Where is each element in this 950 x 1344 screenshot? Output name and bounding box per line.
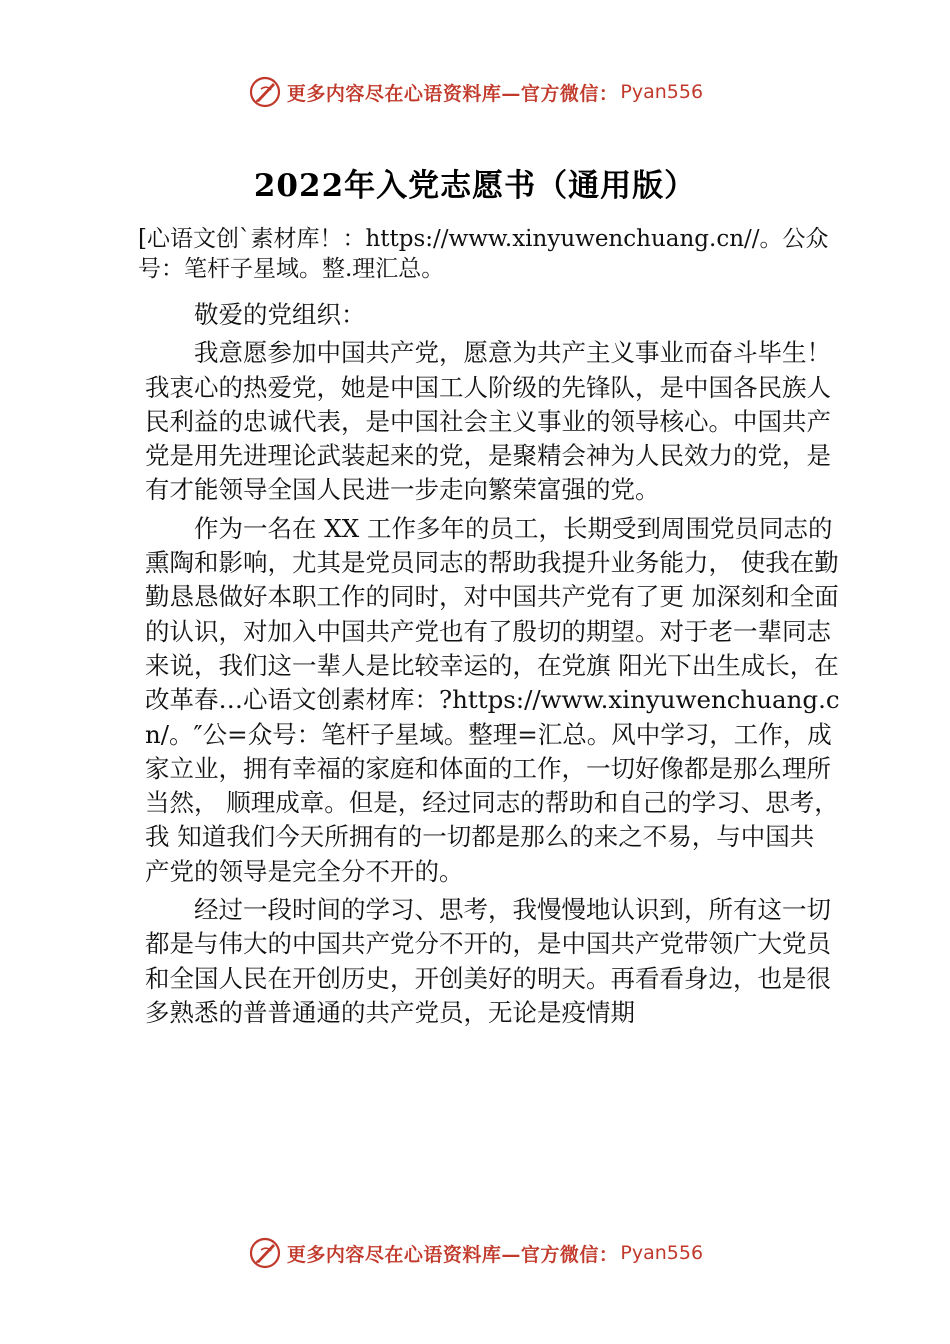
body-paragraph: 我意愿参加中国共产党，愿意为共产主义事业而奋斗毕生！我衷心的热爱党，她是中国工人阶级的先锋队，是中国各民族人民利益的忠诚代表，是中国社会主义事业的领导核心。中国共产党是用先进理论武装起来的党，是聚精会神为人民效力的党，是有才能领导全国人民进一步走向繁荣富强的党。 (145, 338, 831, 505)
footer-banner (0, 1231, 950, 1275)
body-paragraph: 经过一段时间的学习、思考，我慢慢地认识到，所有这一切都是与伟大的中国共产党分不开的，是中国共产党带领广大党员和全国人民在开创历史，开创美好的明天。再看看身边，也是很多熟悉的普普通通的共产党员，无论是疫情期 (145, 895, 831, 1027)
document-body (145, 298, 840, 1034)
salutation: 敬爱的党组织： (194, 300, 366, 329)
banner-wechat-id: Pyan556 (620, 81, 704, 103)
header-banner (0, 70, 950, 114)
banner-text: 更多内容尽在心语资料库—官方微信： (286, 1243, 619, 1266)
document-title: 2022年入党志愿书（通用版） (253, 168, 697, 204)
quill-pen-seal-icon (247, 1235, 283, 1271)
quill-pen-seal-icon (247, 74, 283, 110)
source-note: [心语文创`素材库！：https://www.xinyuwenchuang.cn//。公众号：笔杆子星域。整.理汇总。 (138, 226, 829, 282)
banner-text: 更多内容尽在心语资料库—官方微信： (286, 82, 619, 105)
banner-wechat-id: Pyan556 (620, 1242, 704, 1264)
body-paragraph: 作为一名在 XX 工作多年的员工，长期受到周围党员同志的熏陶和影响，尤其是党员同志的帮助我提升业务能力， 使我在勤勤恳恳做好本职工作的同时，对中国共产党有了更 加深刻和全面的认识，对加入中国共产党也有了殷切的期望。对于老一辈同志来说，我们这一辈人是比较幸运的，在党旗 阳光下出生成长，在改革春…心语文创素材库：?https://www.xinyuwenchuang.cn/。″公=众号：笔杆子星域。整理=汇总。风中学习，工作，成家立业，拥有幸福的家庭和体面的工作，一切好像都是那么理所当然， 顺理成章。但是，经过同志的帮助和自己的学习、思考，我 知道我们今天所拥有的一切都是那么的来之不易，与中国共 产党的领导是完全分不开的。 (145, 513, 840, 886)
